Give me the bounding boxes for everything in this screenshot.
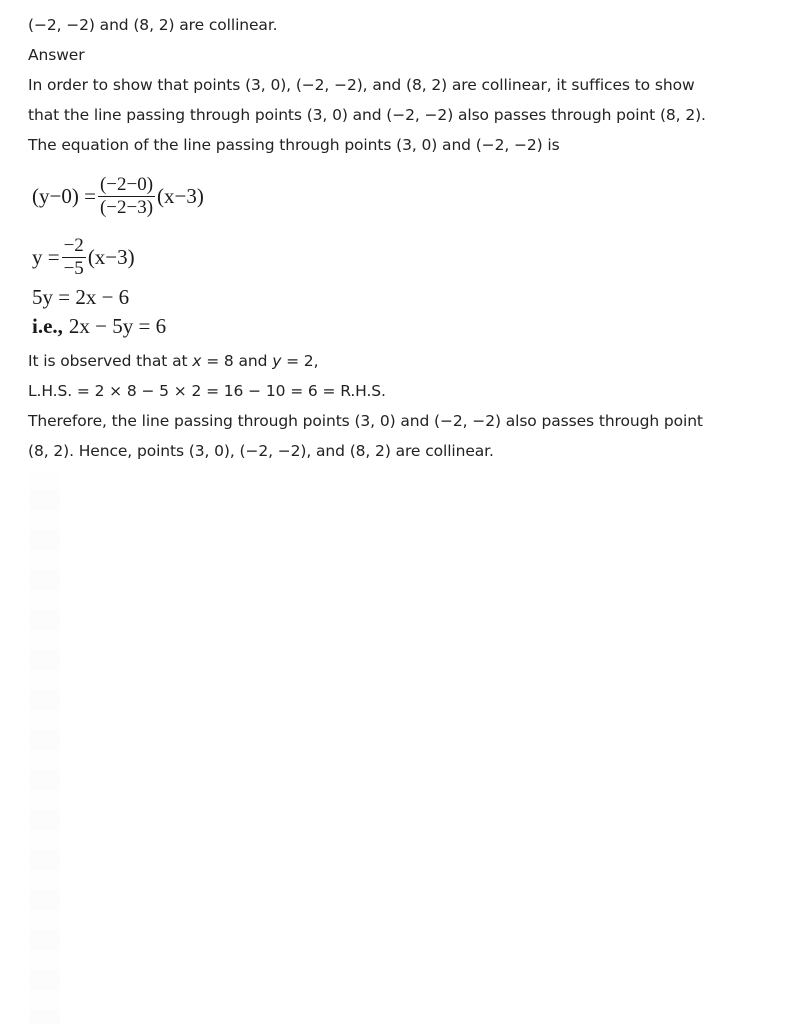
lhs-verification-text: L.H.S. = 2 × 8 − 5 × 2 = 16 − 10 = 6 = R.H.S. bbox=[28, 382, 386, 400]
equation-line-expanded bbox=[32, 284, 129, 310]
equation-line-point-slope bbox=[32, 170, 204, 222]
intro-text-line-1: In order to show that points (3, 0), (−2, −2), and (8, 2) are collinear, it suffices to show bbox=[28, 76, 695, 94]
equation-4: 2x − 5y = 6 bbox=[68, 313, 167, 338]
equation-4-prefix: i.e., bbox=[32, 313, 63, 338]
equation-line-simplified bbox=[32, 232, 135, 282]
intro-text-line-3: The equation of the line passing through points (3, 0) and (−2, −2) is bbox=[28, 136, 560, 154]
equation-3: 5y = 2x − 6 bbox=[32, 284, 130, 309]
equation-2-numerator: −2 bbox=[63, 234, 84, 256]
intro-text-line-2: that the line passing through points (3, 0) and (−2, −2) also passes through point (8, 2). bbox=[28, 106, 706, 124]
equation-2-lhs: y = bbox=[32, 244, 60, 269]
equation-line-final bbox=[32, 313, 166, 339]
faint-watermark-strip bbox=[30, 470, 60, 1024]
question-tail-text: (−2, −2) and (8, 2) are collinear. bbox=[28, 16, 278, 34]
equation-2-denominator: −5 bbox=[63, 257, 84, 279]
variable-x: x bbox=[192, 352, 202, 370]
equation-1-lhs: (y−0) = bbox=[32, 183, 96, 208]
variable-y: y bbox=[272, 352, 282, 370]
conclusion-text-line-2: (8, 2). Hence, points (3, 0), (−2, −2), and (8, 2) are collinear. bbox=[28, 442, 494, 460]
observation-prefix: It is observed that at bbox=[28, 352, 188, 370]
equation-1-numerator: (−2−0) bbox=[99, 173, 154, 195]
y-value: = 2, bbox=[286, 352, 319, 370]
equation-1-denominator: (−2−3) bbox=[99, 196, 154, 218]
equation-1-fraction bbox=[98, 174, 155, 219]
conclusion-text-line-1: Therefore, the line passing through points (3, 0) and (−2, −2) also passes through point bbox=[28, 412, 703, 430]
equation-1-rhs: (x−3) bbox=[157, 183, 204, 208]
observation-text bbox=[28, 351, 318, 371]
x-value: = 8 and bbox=[206, 352, 268, 370]
equation-2-rhs: (x−3) bbox=[87, 244, 135, 269]
answer-heading: Answer bbox=[28, 46, 85, 64]
equation-2-fraction bbox=[62, 235, 86, 280]
